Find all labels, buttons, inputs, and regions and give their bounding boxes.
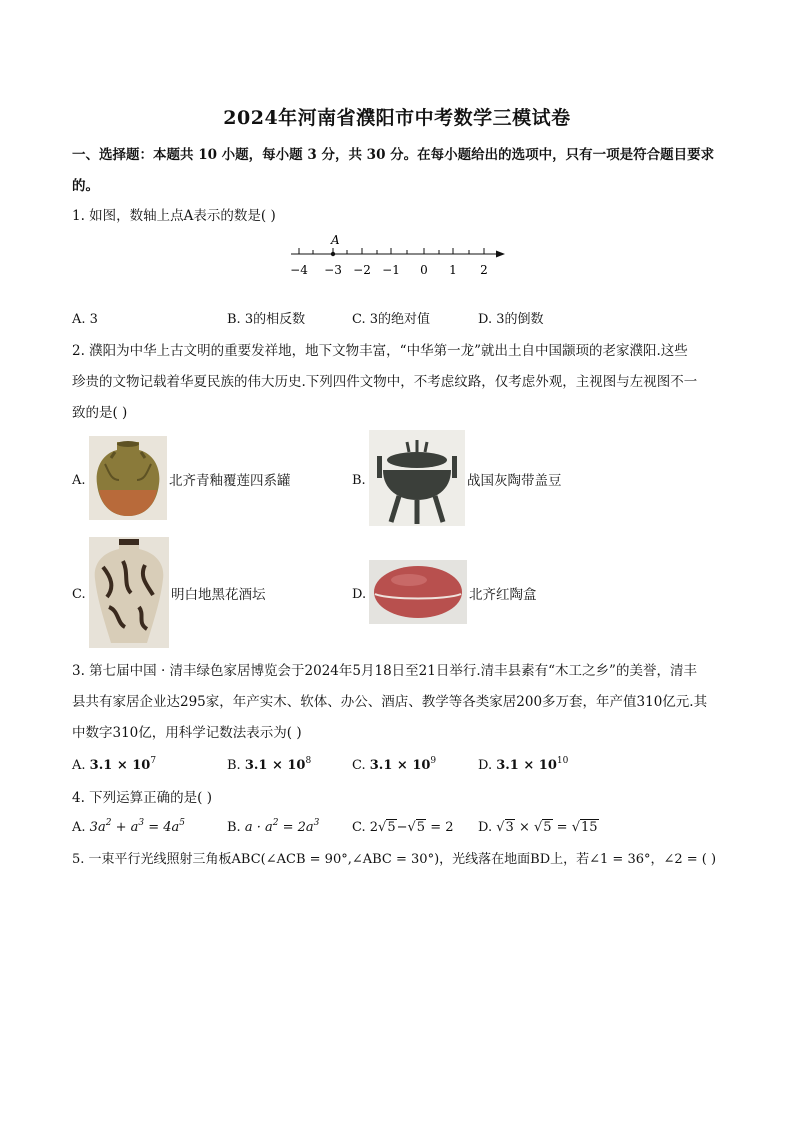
point-a-dot [331, 252, 335, 256]
q2-option-b-image[interactable] [369, 430, 465, 526]
tick-label: −4 [290, 263, 308, 277]
option-label: B. [227, 758, 241, 773]
option-exponent: 8 [305, 756, 312, 766]
formula: $3a^2 + a^3 = 4a^5$ [89, 818, 186, 835]
q4-option-a[interactable] [72, 818, 185, 838]
q1-option-b[interactable]: B. 3的相反数 [227, 312, 306, 327]
q2-stem-line3: 致的是( ) [72, 405, 128, 421]
q3-option-b[interactable] [227, 756, 311, 776]
q2-option-d-caption: 北齐红陶盒 [469, 587, 537, 603]
number-line-arrow [496, 251, 505, 258]
q2-stem-line1: 2. 濮阳为中华上古文明的重要发祥地，地下文物丰富，“中华第一龙”就出土自中国颛顼的老家濮阳.这些 [72, 343, 688, 359]
q1-option-d[interactable]: D. 3的倒数 [478, 312, 544, 327]
q3-option-d[interactable] [478, 756, 568, 776]
option-label: A. [72, 758, 86, 773]
formula: 2√5−√5 = 2 [369, 820, 454, 835]
q4-option-c[interactable] [352, 818, 454, 838]
q3-stem-line2: 县共有家居企业达295家，年产实木、软体、办公、酒店、教学等各类家居200多万套，年产值310亿元.其 [72, 694, 708, 710]
number-line-ticks [299, 248, 484, 254]
option-exponent: 9 [430, 756, 437, 766]
q1-option-a[interactable]: A. 3 [72, 312, 98, 327]
option-label: A. [72, 820, 86, 835]
q5-stem: 5. 一束平行光线照射三角板ABC(∠ACB = 90°,∠ABC = 30°)，光线落在地面BD上，若∠1 = 36°，∠2 = ( ) [72, 852, 717, 867]
q2-option-a-image[interactable] [89, 436, 167, 520]
q2-stem-line2: 珍贵的文物记载着华夏民族的伟大历史.下列四件文物中，不考虑纹路，仅考虑外观，主视图与左视图不一 [72, 374, 698, 390]
q2-option-a-letter[interactable]: A. [72, 473, 86, 488]
q4-option-d[interactable] [478, 818, 599, 838]
q1-stem: 1. 如图，数轴上点A表示的数是( ) [72, 208, 276, 224]
q4-option-b[interactable] [227, 818, 319, 838]
q2-option-d-letter[interactable]: D. [352, 587, 367, 602]
q2-option-a-caption: 北齐青釉覆莲四系罐 [169, 473, 291, 489]
option-label: B. [227, 820, 241, 835]
option-value: 3.1 × 10 [496, 758, 557, 773]
red-box-illustration [369, 560, 467, 624]
wine-jar-illustration [89, 537, 169, 648]
tick-label: 1 [449, 263, 457, 277]
q1-number-line [285, 230, 515, 282]
dou-illustration [369, 430, 465, 526]
option-label: C. [352, 820, 366, 835]
option-value: 3.1 × 10 [89, 758, 151, 773]
formula: $a \cdot a^2 = 2a^3$ [244, 818, 320, 835]
q2-option-d-image[interactable] [369, 560, 467, 624]
point-a-label: A [331, 233, 340, 247]
jar-illustration [89, 436, 167, 520]
tick-label: −3 [324, 263, 342, 277]
option-value: 3.1 × 10 [369, 758, 431, 773]
section-heading-line2: 的。 [72, 178, 99, 194]
q3-stem-line1: 3. 第七届中国 · 清丰绿色家居博览会于2024年5月18日至21日举行.清丰县素有“木工之乡”的美誉，清丰 [72, 663, 697, 679]
q2-option-c-letter[interactable]: C. [72, 587, 86, 602]
tick-label: 0 [420, 263, 428, 277]
q2-option-b-letter[interactable]: B. [352, 473, 366, 488]
q4-stem: 4. 下列运算正确的是( ) [72, 790, 212, 806]
q3-option-a[interactable] [72, 756, 156, 776]
option-label: C. [352, 758, 366, 773]
option-value: 3.1 × 10 [244, 758, 306, 773]
formula: √3 × √5 = √15 [496, 820, 598, 835]
q1-option-c[interactable]: C. 3的绝对值 [352, 312, 431, 327]
q2-option-c-caption: 明白地黑花酒坛 [171, 587, 266, 603]
tick-label: −1 [382, 263, 400, 277]
q2-option-c-image[interactable] [89, 537, 169, 648]
tick-label: −2 [353, 263, 371, 277]
option-exponent: 10 [556, 756, 569, 766]
option-label: D. [478, 820, 493, 835]
option-label: D. [478, 758, 493, 773]
option-exponent: 7 [150, 756, 157, 766]
q3-stem-line3: 中数字310亿，用科学记数法表示为( ) [72, 725, 302, 741]
section-heading-line1: 一、选择题：本题共 10 小题，每小题 3 分，共 30 分。在每小题给出的选项中，只有一项是符合题目要求 [72, 147, 715, 163]
tick-label: 2 [480, 263, 488, 277]
page-title: 2024年河南省濮阳市中考数学三模试卷 [223, 107, 571, 129]
q3-option-c[interactable] [352, 756, 436, 776]
q2-option-b-caption: 战国灰陶带盖豆 [467, 473, 562, 489]
